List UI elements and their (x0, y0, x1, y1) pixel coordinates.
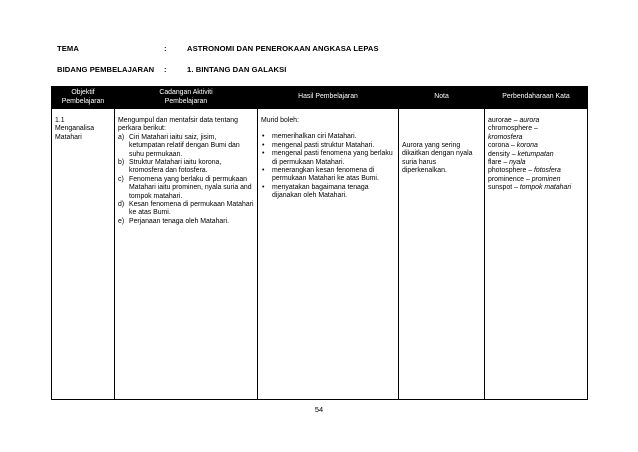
list-item: flare – nyala (488, 159, 526, 167)
cadangan-intro: Mengumpul dan mentafsir data tentang perkara berikut: (118, 117, 238, 133)
list-item: • mengenal pasti fenomena yang berlaku di permukaan Matahari. (262, 150, 393, 166)
header-row (52, 87, 588, 109)
hasil-intro: Murid boleh: (261, 117, 299, 124)
tema-label: TEMA (57, 44, 79, 53)
list-item: sunspot – tompok matahari (488, 184, 572, 192)
cadangan-list (118, 134, 254, 226)
list-item: e) Perjanaan tenaga oleh Matahari. (118, 217, 229, 225)
list-item: kromosfera (488, 133, 523, 141)
lesson-plan-table (51, 86, 588, 400)
bidang-colon: : (164, 65, 167, 74)
page-number: 54 (314, 405, 324, 414)
header-cadangan: Cadangan Aktiviti Pembelajaran (115, 87, 258, 109)
list-item: photosphere – fotosfera (488, 167, 561, 175)
header-hasil: Hasil Pembelajaran (258, 87, 399, 109)
header-perbendaharaan: Perbendaharaan Kata (485, 87, 588, 109)
list-item: • memerihalkan ciri Matahari. (262, 133, 357, 141)
bullet-icon: • (262, 141, 265, 149)
bullet-icon: • (262, 183, 265, 191)
list-item: • menerangkan kesan fenomena di permukaan Matahari ke atas Bumi. (262, 167, 379, 183)
perbendaharaan-cell (485, 109, 588, 400)
list-item: corona – korona (488, 142, 538, 150)
list-item: d) Kesan fenomena di permukaan Matahari ke atas Bumi. (118, 201, 254, 217)
bidang-label: BIDANG PEMBELAJARAN (57, 65, 155, 74)
list-item: aurorae – aurora (488, 117, 540, 124)
tema-value: ASTRONOMI DAN PENEROKAAN ANGKASA LEPAS (187, 44, 379, 53)
objektif-number: 1.1 (55, 117, 65, 124)
list-item: • mengenal pasti struktur Matahari. (262, 141, 375, 149)
nota-cell (399, 109, 485, 400)
vocab-list (488, 117, 584, 193)
bullet-icon: • (262, 150, 265, 158)
objektif-line: Menganalisa (55, 125, 95, 133)
list-item: b) Struktur Matahari iaitu korona, kromosfera dan fotosfera. (118, 159, 222, 175)
hasil-cell (258, 109, 399, 400)
header-objektif: Objektif Pembelajaran (52, 87, 115, 109)
list-item: prominence – prominen (488, 175, 561, 183)
list-item: chromosphere – (488, 125, 538, 133)
nota-text: Aurora yang sering dikaitkan dengan nyala suria harus diperkenalkan. (402, 142, 473, 175)
hasil-list (261, 133, 395, 200)
objektif-line: Matahari (55, 133, 82, 141)
list-item: • menyatakan bagaimana tenaga dijanakan oleh Matahari. (262, 183, 369, 200)
cadangan-cell (115, 109, 258, 400)
list-item: a) Ciri Matahari iaitu saiz, jisim, ketumpatan relatif dengan Bumi dan suhu permukaan. (118, 133, 240, 158)
objektif-cell (52, 109, 115, 400)
list-item: c) Fenomena yang berlaku di permukaan Matahari iaitu prominen, nyala suria and tompok matahari. (118, 175, 252, 200)
list-item: density – ketumpatan (488, 150, 554, 158)
header-nota: Nota (399, 87, 485, 109)
tema-colon: : (164, 44, 167, 53)
bullet-icon: • (262, 167, 265, 175)
table-row (52, 109, 588, 400)
bidang-value: 1. BINTANG DAN GALAKSI (187, 65, 287, 74)
bullet-icon: • (262, 133, 265, 141)
